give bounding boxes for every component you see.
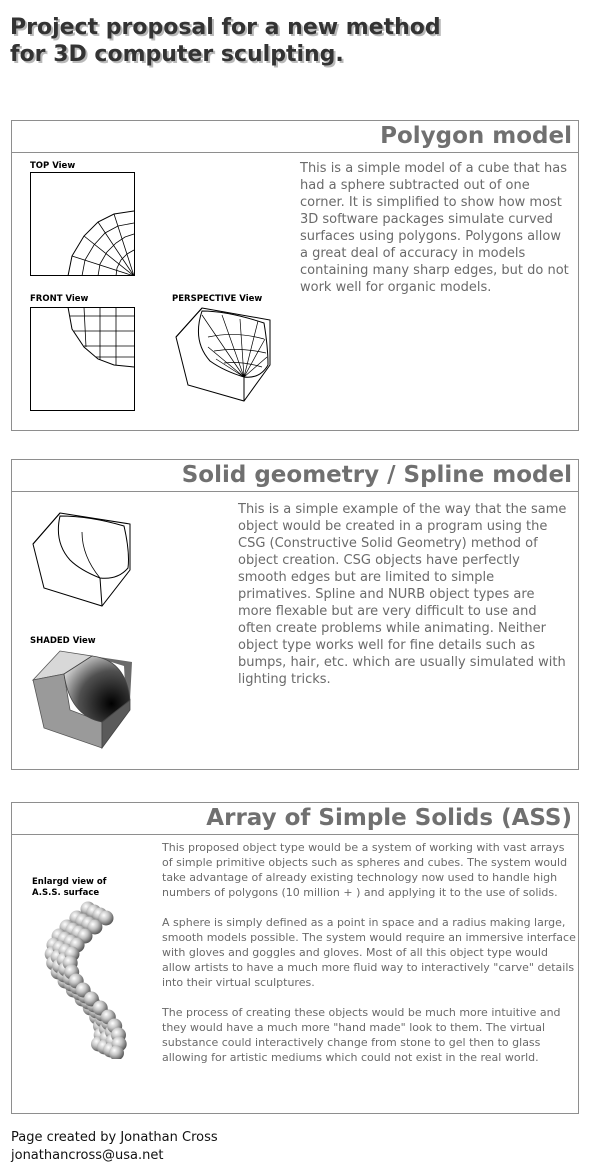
csg-wireframe-drawing xyxy=(30,512,136,608)
solid-geometry-description: This is a simple example of the way that the same object would be created in a program using the CSG (Constructive Solid Geometry) method of object creation. CSG objects have perfectly smooth edges but are limited to simple primatives. Spline and NURB object types are more flexable but are very difficult to use and often create problems while animating. Neither object type works well for fine details such as bumps, hair, etc. which are usually simulated with lighting tricks. xyxy=(238,502,567,687)
shaded-view-label: SHADED View xyxy=(30,636,96,646)
page-title-line-1: Project proposal for a new method xyxy=(10,15,441,40)
panel-header xyxy=(12,460,578,492)
top-view-label: TOP View xyxy=(30,161,76,171)
solid-geometry-panel xyxy=(11,459,579,770)
panel-header xyxy=(12,803,578,835)
sphere-array-drawing xyxy=(30,899,140,1059)
ass-paragraph-3: The process of creating these objects would be much more intuitive and they would have a much more "hand made" look to them. The virtual substance could interactively change from stone to gel then to glass allowing for artistic mediums which could not exist in the real world. xyxy=(162,1006,561,1064)
sphere-group xyxy=(45,902,127,1060)
perspective-view-drawing xyxy=(172,307,277,407)
panel-header xyxy=(12,121,578,153)
enlarged-view-label-line-2: A.S.S. surface xyxy=(32,888,100,898)
ass-description xyxy=(162,840,576,1080)
perspective-view-label: PERSPECTIVE View xyxy=(172,294,263,304)
ass-panel xyxy=(11,802,579,1114)
enlarged-view-label-line-1: Enlargd view of xyxy=(32,877,107,887)
panel-title: Polygon model xyxy=(380,123,572,149)
panel-title: Solid geometry / Spline model xyxy=(181,462,572,488)
front-view-label: FRONT View xyxy=(30,294,89,304)
shaded-view-drawing xyxy=(30,650,136,750)
ass-paragraph-2: A sphere is simply defined as a point in space and a radius making large, smooth models possible. The system would require an immersive interface with gloves and goggles and gloves. Most of all this object type would allow artists to have a much more fluid way to interactively "carve" details into their virtual sculptures. xyxy=(162,916,576,989)
footer xyxy=(11,1129,218,1165)
panel-title: Array of Simple Solids (ASS) xyxy=(206,805,572,831)
footer-credit: Page created by Jonathan Cross xyxy=(11,1130,218,1145)
ass-paragraph-1: This proposed object type would be a system of working with vast arrays of simple primitive objects such as spheres and cubes. The system would take advantage of already existing technology now used to handle high numbers of polygons (10 million + ) and applying it to the use of solids. xyxy=(162,841,568,899)
top-view-drawing xyxy=(30,172,135,276)
polygon-model-description: This is a simple model of a cube that has had a sphere subtracted out of one corner. It is simplified to show how most 3D software packages simulate curved surfaces using polygons. Polygons allow a great deal of accuracy in models containing many sharp edges, but do not work well for organic models. xyxy=(300,161,569,295)
footer-email[interactable]: jonathancross@usa.net xyxy=(11,1148,164,1163)
polygon-model-panel xyxy=(11,120,579,431)
page-title xyxy=(10,14,580,68)
front-view-drawing xyxy=(30,307,135,411)
page-title-line-2: for 3D computer sculpting. xyxy=(10,42,344,67)
